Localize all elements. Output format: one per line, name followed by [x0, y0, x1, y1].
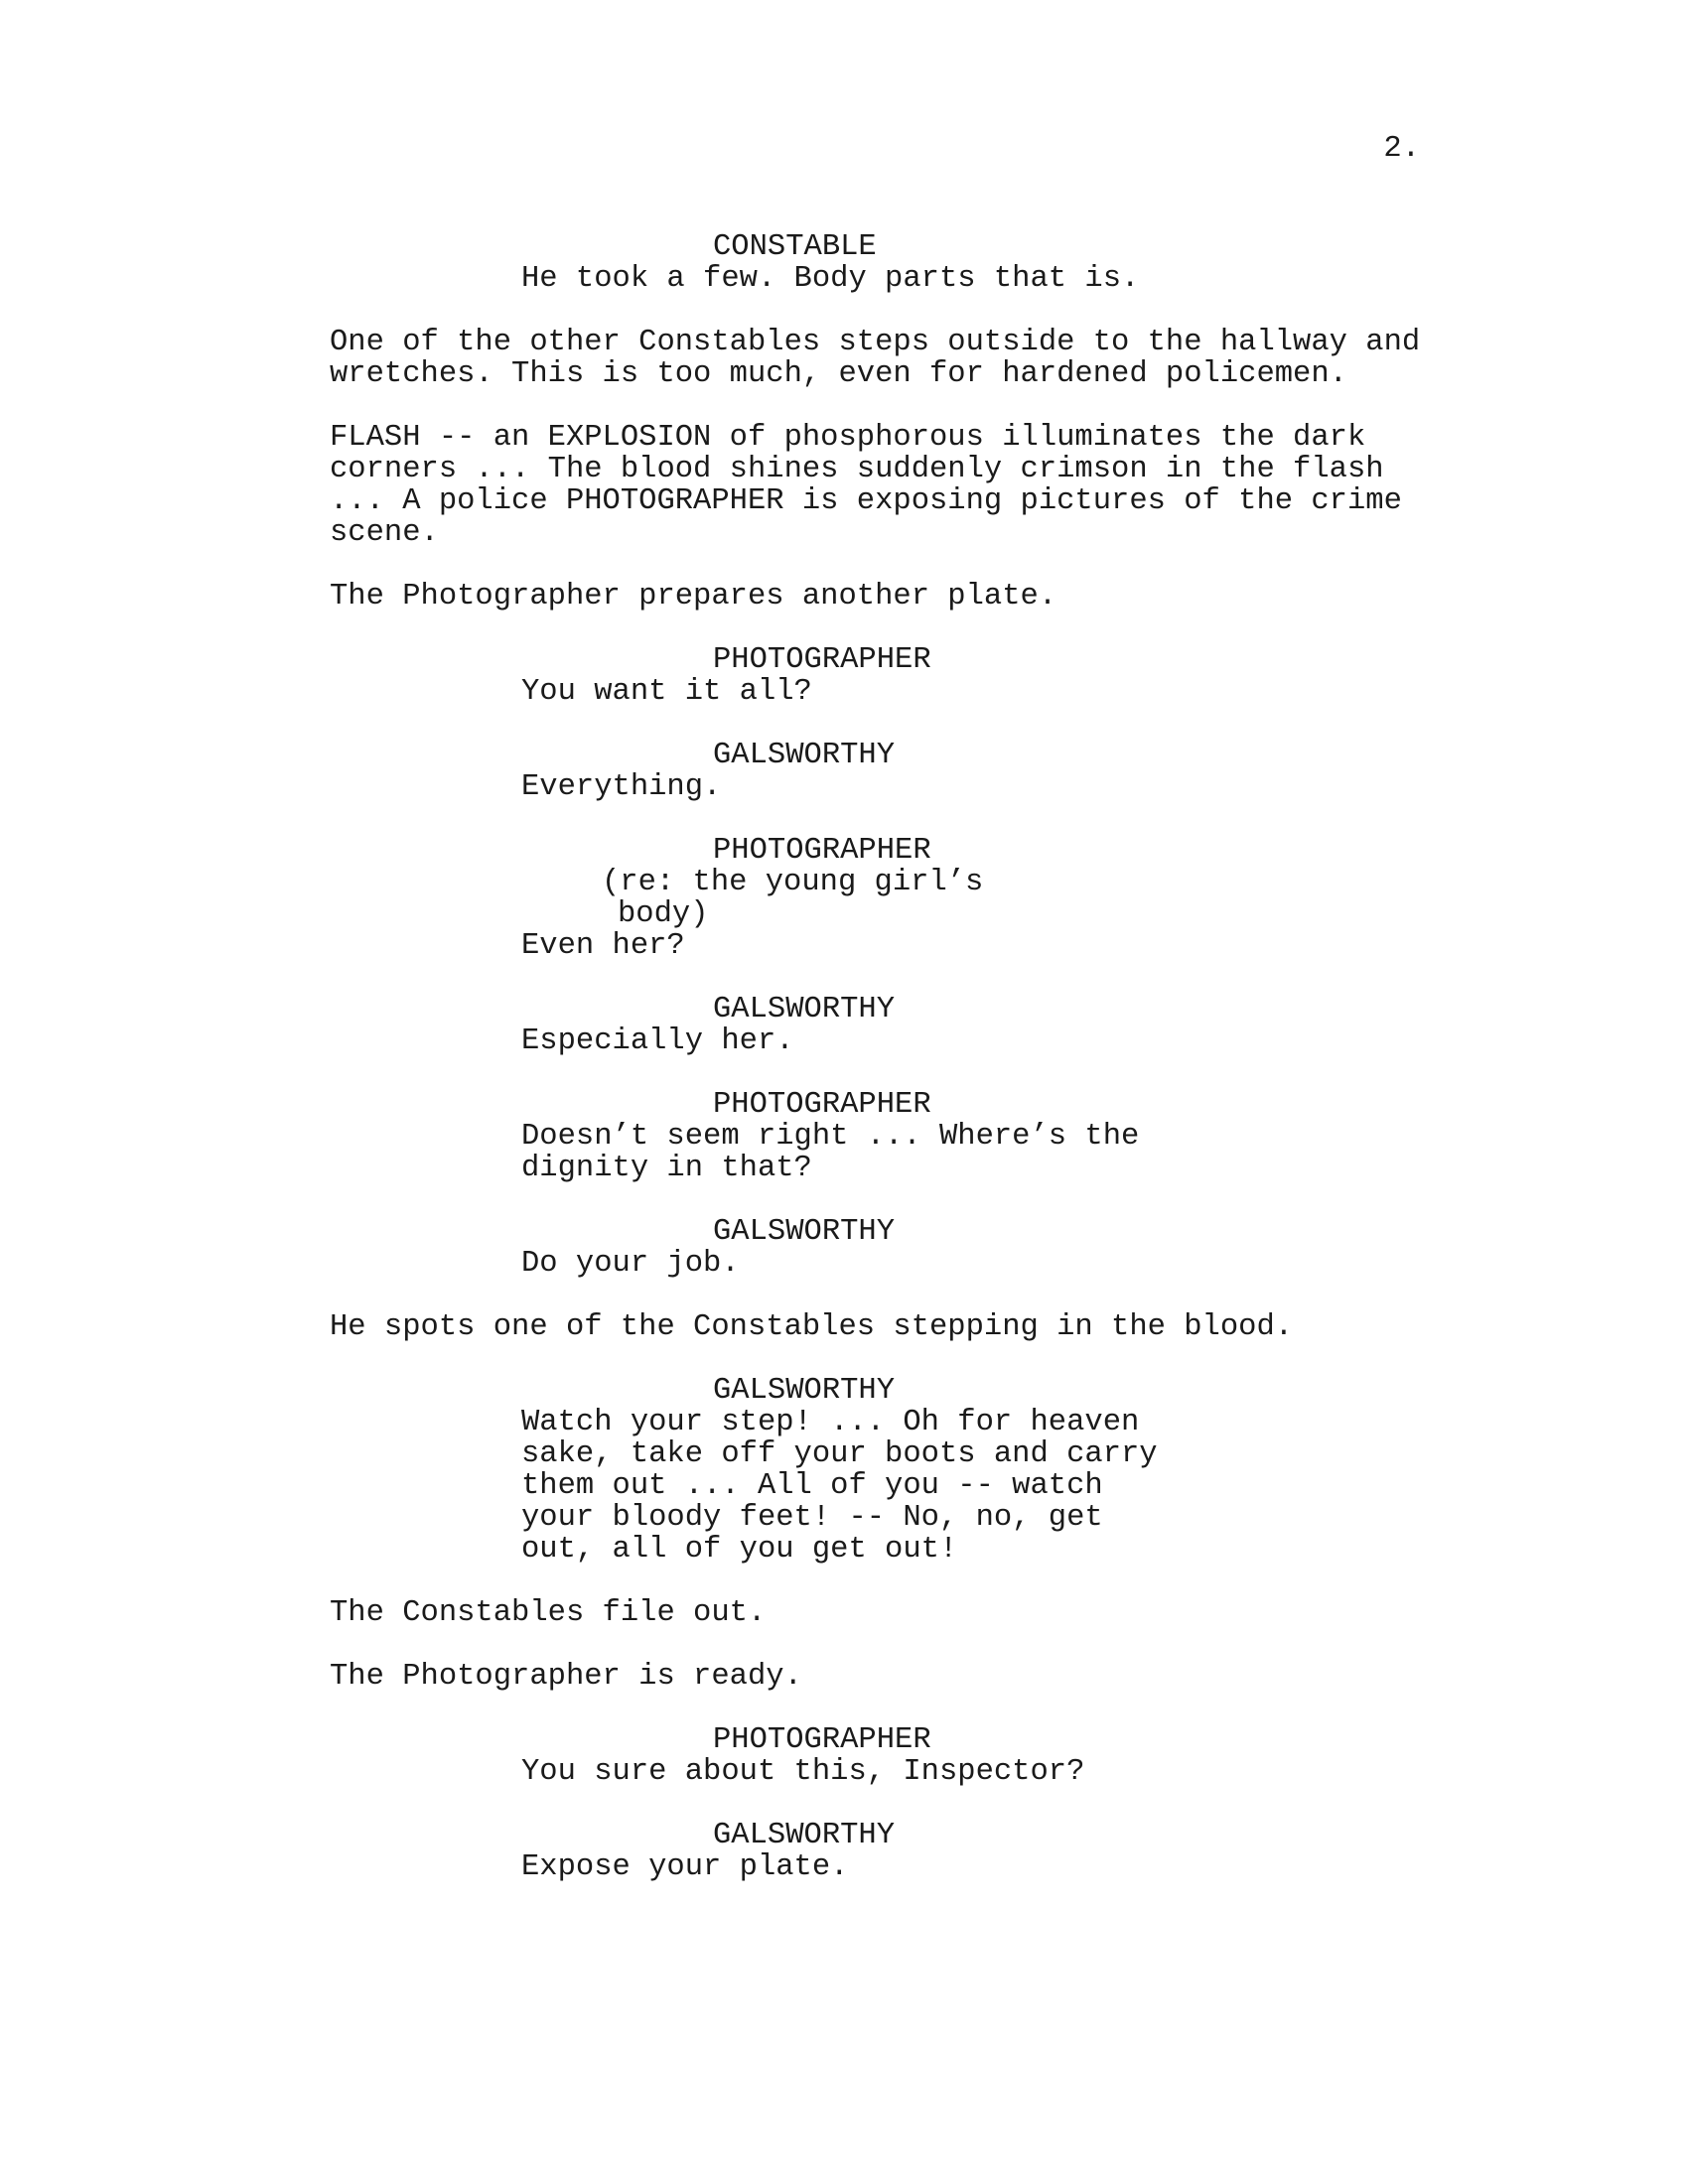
action-line: FLASH -- an EXPLOSION of phosphorous illuminates the dark [330, 421, 1366, 455]
dialogue-line: Watch your step! ... Oh for heaven [521, 1406, 1140, 1439]
action-line: The Photographer is ready. [330, 1660, 802, 1694]
character-name: GALSWORTHY [713, 1215, 896, 1249]
dialogue-line: out, all of you get out! [521, 1533, 958, 1567]
action-line: The Photographer prepares another plate. [330, 580, 1057, 614]
dialogue-line: Do your job. [521, 1247, 740, 1281]
action-line: He spots one of the Constables stepping in the blood. [330, 1310, 1294, 1344]
dialogue-line: dignity in that? [521, 1152, 812, 1185]
action-line: wretches. This is too much, even for hardened policemen. [330, 357, 1347, 391]
dialogue-line: Everything. [521, 770, 722, 804]
character-name: PHOTOGRAPHER [713, 834, 931, 868]
action-line: The Constables file out. [330, 1596, 767, 1630]
action-line: One of the other Constables steps outside to the hallway and [330, 326, 1421, 359]
dialogue-line: Even her? [521, 929, 685, 963]
dialogue-line: You want it all? [521, 675, 812, 709]
parenthetical-line: (re: the young girl’s [602, 866, 984, 899]
parenthetical-line: body) [618, 897, 709, 931]
action-line: scene. [330, 516, 439, 550]
dialogue-line: Especially her. [521, 1024, 794, 1058]
dialogue-line: Expose your plate. [521, 1850, 849, 1884]
action-line: corners ... The blood shines suddenly crimson in the flash [330, 453, 1384, 486]
dialogue-line: Doesn’t seem right ... Where’s the [521, 1120, 1140, 1154]
character-name: PHOTOGRAPHER [713, 1088, 931, 1122]
character-name: PHOTOGRAPHER [713, 643, 931, 677]
dialogue-line: your bloody feet! -- No, no, get [521, 1501, 1103, 1535]
character-name: GALSWORTHY [713, 993, 896, 1026]
character-name: GALSWORTHY [713, 1374, 896, 1408]
dialogue-line: He took a few. Body parts that is. [521, 262, 1140, 296]
dialogue-line: them out ... All of you -- watch [521, 1469, 1103, 1503]
character-name: CONSTABLE [713, 230, 877, 264]
character-name: PHOTOGRAPHER [713, 1723, 931, 1757]
page-number: 2. [1383, 132, 1420, 166]
character-name: GALSWORTHY [713, 1819, 896, 1852]
dialogue-line: sake, take off your boots and carry [521, 1437, 1158, 1471]
dialogue-line: You sure about this, Inspector? [521, 1755, 1085, 1789]
character-name: GALSWORTHY [713, 739, 896, 772]
action-line: ... A police PHOTOGRAPHER is exposing pictures of the crime [330, 484, 1402, 518]
